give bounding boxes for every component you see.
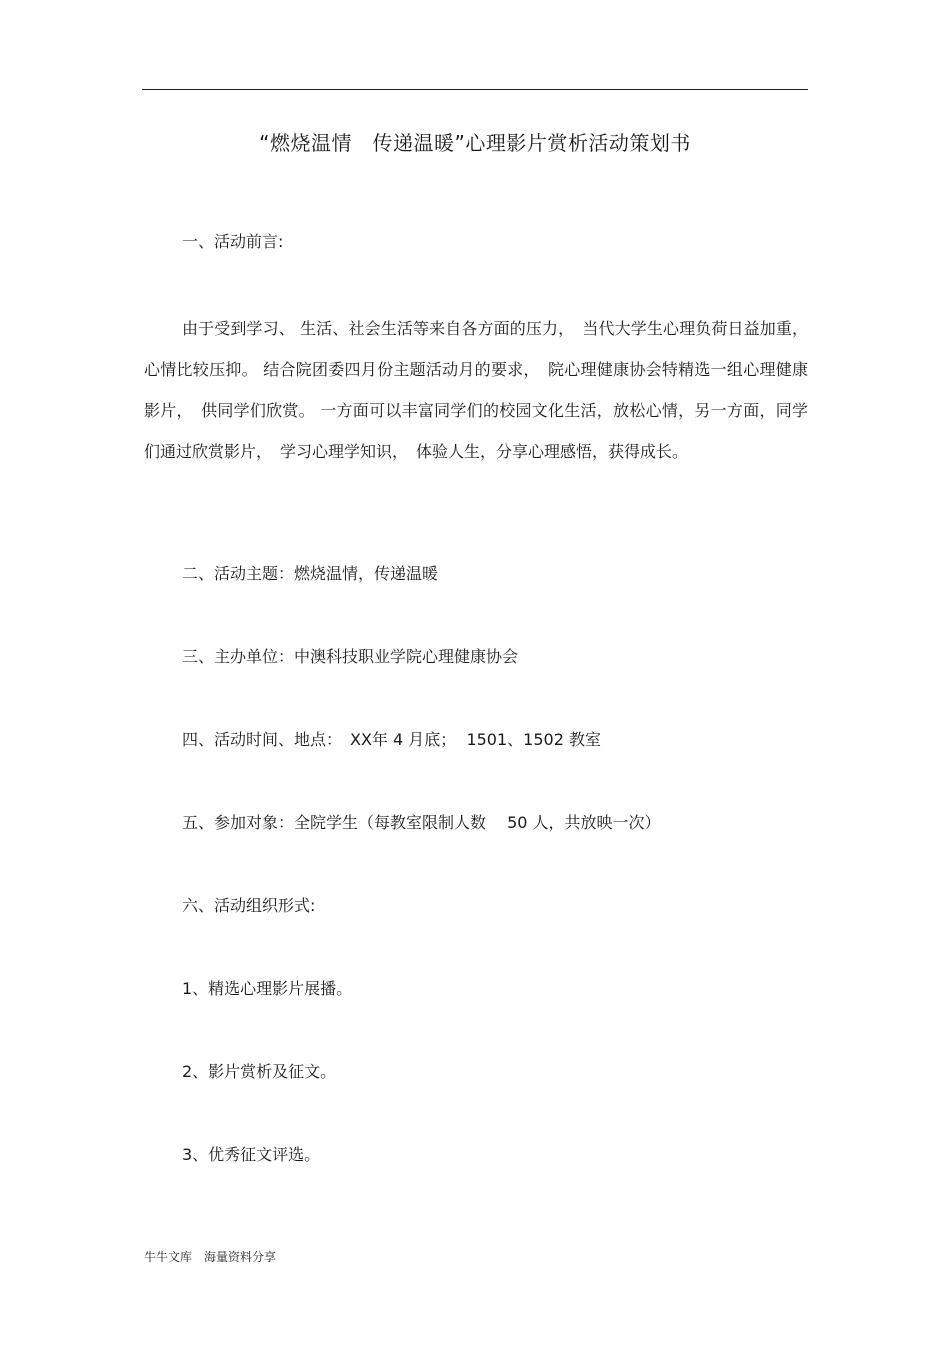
footer-text: 牛牛文库 海量资料分享: [144, 1250, 277, 1264]
section-participants: 五、参加对象：全院学生（每教室限制人数 50 人，共放映一次）: [182, 813, 661, 832]
section-format-heading: 六、活动组织形式:: [182, 896, 316, 915]
format-item-3: 3、优秀征文评选。: [182, 1145, 321, 1164]
format-item-1: 1、精选心理影片展播。: [182, 979, 353, 998]
preface-paragraph: 由于受到学习、 生活、社会生活等来自各方面的压力， 当代大学生心理负荷日益加重， 心情比较压抑。 结合院团委四月份主题活动月的要求， 院心理健康协会特精选一组心理健康影片， 供同学们欣赏。 一方面可以丰富同学们的校园文化生活，放松心情，另一方面，同学们通过欣赏影片， 学习心理学知识， 体验人生，分享心理感悟，获得成长。: [144, 319, 808, 461]
section-preface-heading: 一、活动前言:: [182, 232, 284, 251]
section-time-place: 四、活动时间、地点： XX年 4 月底； 1501、1502 教室: [182, 730, 601, 749]
section-organizer: 三、主办单位：中澳科技职业学院心理健康协会: [182, 647, 519, 666]
section-theme: 二、活动主题：燃烧温情，传递温暖: [182, 564, 439, 583]
document-title: “燃烧温情 传递温暖”心理影片赏析活动策划书: [259, 131, 691, 155]
format-item-2: 2、影片赏析及征文。: [182, 1062, 337, 1081]
header-rule: [142, 89, 808, 90]
